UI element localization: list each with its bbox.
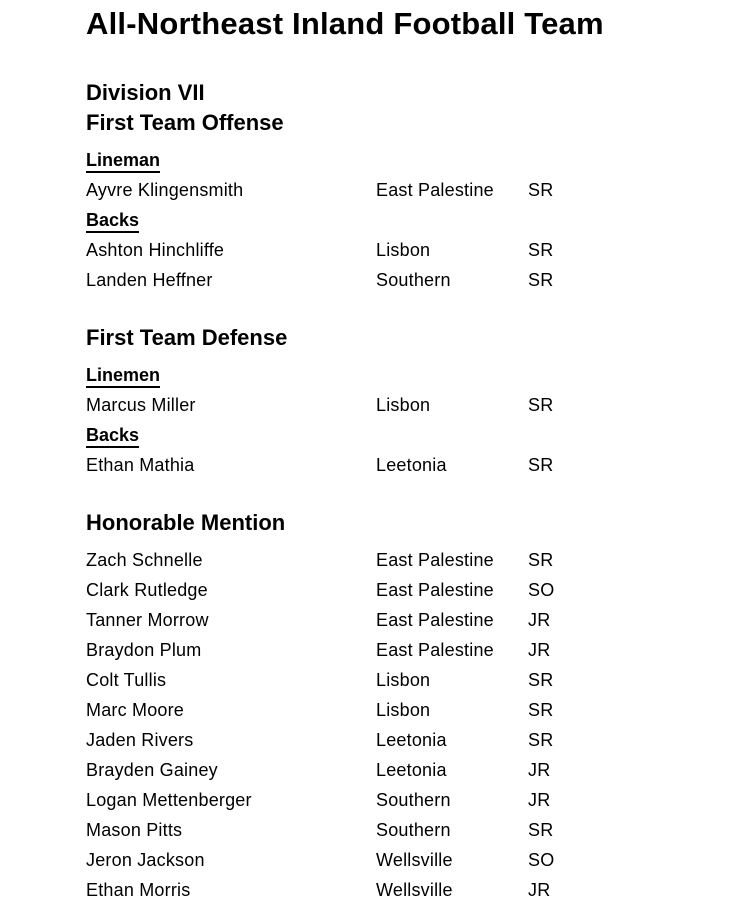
player-year: SR [528,550,554,570]
player-school: Lisbon [376,700,431,720]
player-year: SO [528,580,555,600]
player-name: Marcus Miller [86,395,196,415]
player-row [86,235,735,265]
player-year: SR [528,455,554,475]
division-heading: Division VII [86,80,205,105]
player-school: Lisbon [376,670,431,690]
player-year: JR [528,610,551,630]
player-row [86,545,735,575]
player-school: Wellsville [376,850,453,870]
group-label-backs: Backs [86,205,735,235]
player-row [86,450,735,480]
player-row [86,635,735,665]
player-name: Ethan Mathia [86,455,195,475]
player-name: Braydon Plum [86,640,202,660]
player-year: SR [528,240,554,260]
defense-backs-group [86,420,735,480]
player-school: Southern [376,820,451,840]
player-year: JR [528,640,551,660]
player-school: Leetonia [376,455,447,475]
player-year: SR [528,700,554,720]
player-row [86,390,735,420]
player-row [86,755,735,785]
player-row [86,695,735,725]
player-school: East Palestine [376,640,494,660]
player-name: Ethan Morris [86,880,191,900]
honorable-mention-heading: Honorable Mention [86,510,286,535]
player-school: Lisbon [376,240,431,260]
offense-lineman-group [86,145,735,205]
player-row [86,575,735,605]
player-school: Lisbon [376,395,431,415]
player-year: SO [528,850,555,870]
player-name: Jaden Rivers [86,730,194,750]
offense-heading: First Team Offense [86,110,284,135]
defense-linemen-group [86,360,735,420]
player-school: East Palestine [376,550,494,570]
player-year: JR [528,760,551,780]
player-school: East Palestine [376,180,494,200]
section-defense-heading-block [86,323,735,353]
player-row [86,845,735,875]
player-row [86,265,735,295]
player-name: Mason Pitts [86,820,183,840]
player-year: SR [528,820,554,840]
player-school: Southern [376,270,451,290]
player-year: SR [528,270,554,290]
player-name: Zach Schnelle [86,550,203,570]
page-title: All-Northeast Inland Football Team [86,6,604,41]
player-school: East Palestine [376,610,494,630]
player-year: SR [528,670,554,690]
player-year: SR [528,180,554,200]
player-row [86,725,735,755]
player-row [86,605,735,635]
defense-heading: First Team Defense [86,325,288,350]
player-school: Leetonia [376,730,447,750]
player-year: SR [528,395,554,415]
group-label-lineman: Lineman [86,145,735,175]
group-label-backs: Backs [86,420,735,450]
player-row [86,875,735,905]
honorable-mention-list [86,545,735,905]
group-label-linemen: Linemen [86,360,735,390]
player-row [86,665,735,695]
player-name: Logan Mettenberger [86,790,252,810]
player-name: Tanner Morrow [86,610,209,630]
player-name: Colt Tullis [86,670,167,690]
player-school: Wellsville [376,880,453,900]
player-year: JR [528,880,551,900]
player-school: East Palestine [376,580,494,600]
player-school: Leetonia [376,760,447,780]
player-school: Southern [376,790,451,810]
player-name: Ashton Hinchliffe [86,240,225,260]
player-year: JR [528,790,551,810]
player-name: Jeron Jackson [86,850,205,870]
player-year: SR [528,730,554,750]
section-honorable-heading-block [86,508,735,538]
player-row [86,785,735,815]
section-offense-heading-block [86,78,735,138]
player-name: Landen Heffner [86,270,213,290]
player-name: Clark Rutledge [86,580,208,600]
player-row [86,815,735,845]
player-name: Ayvre Klingensmith [86,180,244,200]
player-name: Brayden Gainey [86,760,218,780]
player-row [86,175,735,205]
player-name: Marc Moore [86,700,185,720]
offense-backs-group [86,205,735,295]
